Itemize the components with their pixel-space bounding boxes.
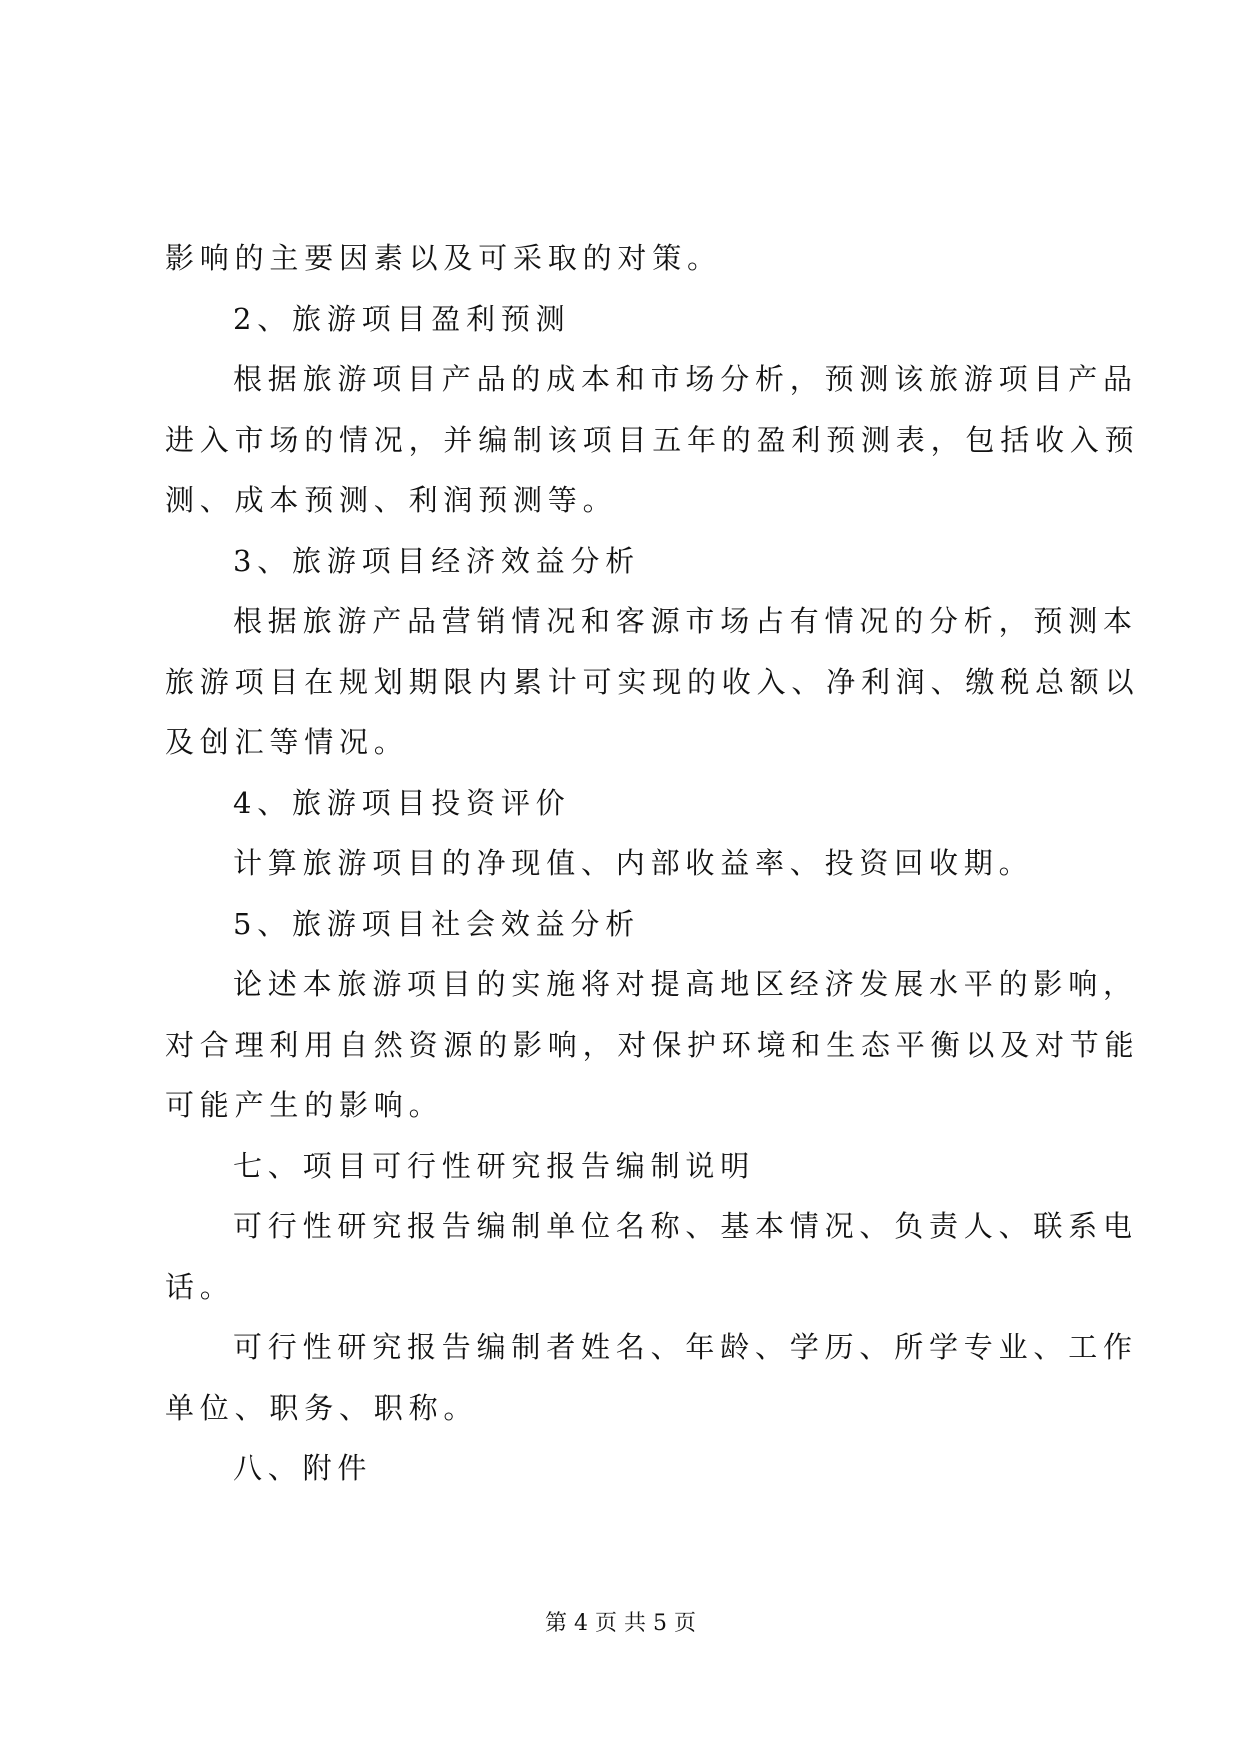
page-number-footer: 第 4 页 共 5 页 [545,1611,696,1636]
paragraph-line: 对合理利用自然资源的影响，对保护环境和生态平衡以及对节能 [165,1027,1140,1062]
paragraph-line: 进入市场的情况，并编制该项目五年的盈利预测表，包括收入预 [165,422,1140,457]
paragraph-line: 可能产生的影响。 [165,1088,444,1122]
paragraph-continuation-line: 影响的主要因素以及可采取的对策。 [165,241,722,275]
paragraph-line: 计算旅游项目的净现值、内部收益率、投资回收期。 [233,846,1034,880]
document-body [165,228,1140,1499]
paragraph-line: 及创汇等情况。 [165,725,409,759]
paragraph-line: 旅游项目在规划期限内累计可实现的收入、净利润、缴税总额以 [165,664,1140,699]
section-heading-profit-forecast: 2、旅游项目盈利预测 [233,301,571,336]
section-heading-social-benefit: 5、旅游项目社会效益分析 [233,906,641,941]
section-heading-report-notes: 七、项目可行性研究报告编制说明 [233,1148,756,1183]
paragraph-line: 测、成本预测、利润预测等。 [165,483,618,517]
paragraph-line: 可行性研究报告编制者姓名、年龄、学历、所学专业、工作 [233,1330,1138,1364]
paragraph-line: 可行性研究报告编制单位名称、基本情况、负责人、联系电 [233,1209,1138,1243]
section-heading-economic-benefit: 3、旅游项目经济效益分析 [233,543,641,578]
paragraph-line: 单位、职务、职称。 [165,1390,479,1425]
section-heading-attachments: 八、附件 [233,1451,373,1485]
paragraph-line: 话。 [165,1269,235,1304]
paragraph-line: 根据旅游产品营销情况和客源市场占有情况的分析，预测本 [233,604,1138,638]
paragraph-line: 根据旅游项目产品的成本和市场分析，预测该旅游项目产品 [233,362,1138,396]
section-heading-investment-evaluation: 4、旅游项目投资评价 [233,785,571,820]
paragraph-line: 论述本旅游项目的实施将对提高地区经济发展水平的影响， [233,967,1138,1001]
